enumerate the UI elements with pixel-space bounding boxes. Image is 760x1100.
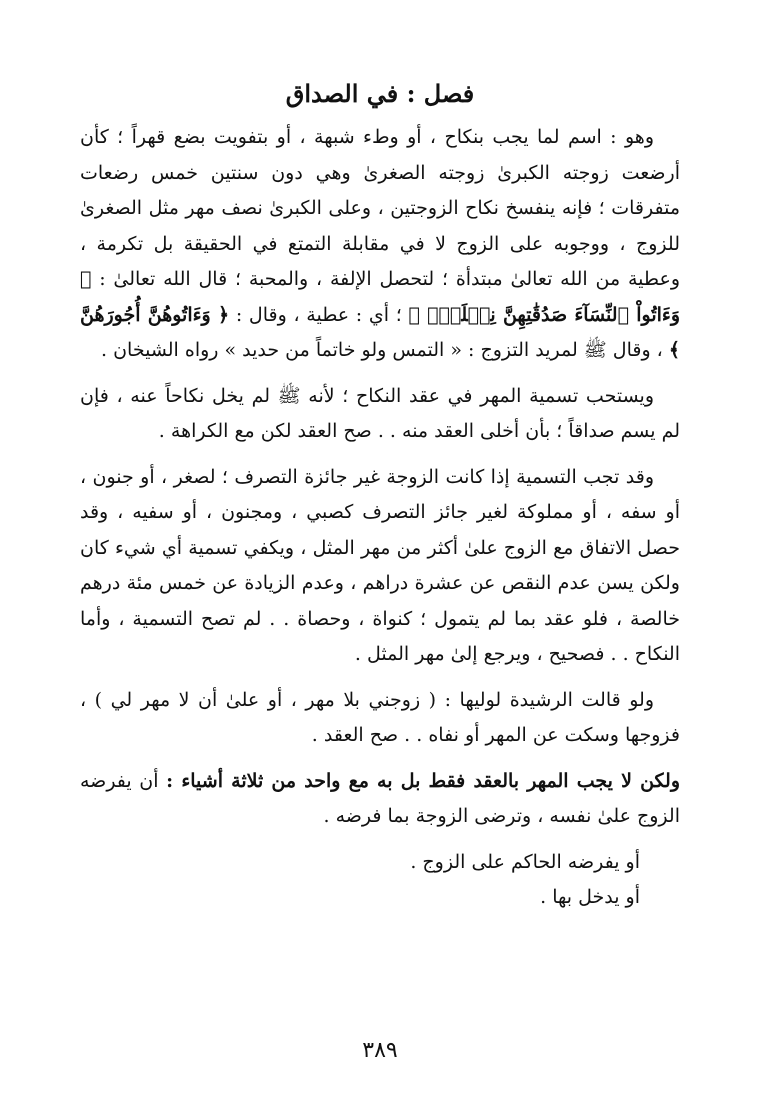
paragraph-rashida: ولو قالت الرشيدة لوليها : ( زوجني بلا مهر ، أو علىٰ أن لا مهر لي ) ، فزوجها وسكت عن المهر أو نفاه . . صح العقد .: [80, 688, 680, 746]
paragraph-obligation: وقد تجب التسمية إذا كانت الزوجة غير جائزة التصرف ؛ لصغر ، أو جنون ، أو سفه ، أو مملوكة لغير جائز التصرف كصبي ، ومجنون ، أو سفيه ، وقد حصل الاتفاق مع الزوج علىٰ أكثر من مهر المثل ، ويكفي تسمية أي شيء كان ولكن يسن عدم النقص عن عشرة دراهم ، وعدم الزيادة عن خمس مئة درهم خالصة ، فلو عقد بما لم يتمول ؛ كنواة ، وحصاة . . لم تصح التسمية ، وأما النكاح . . فصحيح ، ويرجع إلىٰ مهر المثل .: [80, 465, 680, 665]
quran-verse-2: ﴿ وَءَاتُوهُنَّ أُجُورَهُنَّ ﴾: [80, 303, 680, 361]
list-item-judge: أو يفرضه الحاكم على الزوج .: [410, 850, 640, 873]
paragraph-definition-text-a: وهو : اسم لما يجب بنكاح ، أو وطء شبهة ، أو بتفويت بضع قهراً ؛ كأن أرضعت زوجته الكبرىٰ زوجته الصغرىٰ وهي دون سنتين خمس رضعات متفرقات ؛ فإنه ينفسخ نكاح الزوجتين ، وعلى الكبرىٰ نصف مهر مثل الصغرىٰ للزوج ، ووجوبه على الزوج لا في مقابلة التمتع في الحقيقة بل تكرمة ، وعطية من الله تعالىٰ مبتدأة ؛ لتحصل الإلفة ، والمحبة ؛ قال الله تعالىٰ :: [80, 126, 680, 290]
paragraph-recommendation: ويستحب تسمية المهر في عقد النكاح ؛ لأنه ﷺ لم يخل نكاحاً عنه ، فإن لم يسم صداقاً ؛ بأن أخلى العقد منه . . صح العقد لكن مع الكراهة .: [80, 384, 680, 442]
paragraph-three-things-rest: أن يفرضه الزوج علىٰ نفسه ، وترضى الزوجة بما فرضه .: [80, 769, 680, 827]
paragraph-definition-text-b: ؛ أي : عطية ، وقال :: [229, 303, 409, 326]
page-number: ٣٨٩: [362, 1038, 398, 1063]
list-item-consummation: أو يدخل بها .: [540, 886, 640, 908]
quran-verse-1: ﴿ وَءَاتُواْ ٱلنِّسَآءَ صَدُقَٰتِهِنَّ نِحۡلَةٗۚ ﴾: [80, 268, 680, 326]
paragraph-definition-text-c: ، وقال ﷺ لمريد التزوج : « التمس ولو خاتماً من حديد » رواه الشيخان .: [101, 339, 669, 361]
paragraph-three-things: [80, 764, 680, 835]
paragraph-definition: [80, 120, 680, 369]
section-title: فصل : في الصداق: [285, 79, 475, 108]
paragraph-three-things-bold: ولكن لا يجب المهر بالعقد فقط بل به مع واحد من ثلاثة أشياء :: [166, 769, 681, 792]
body-text: [80, 120, 680, 916]
